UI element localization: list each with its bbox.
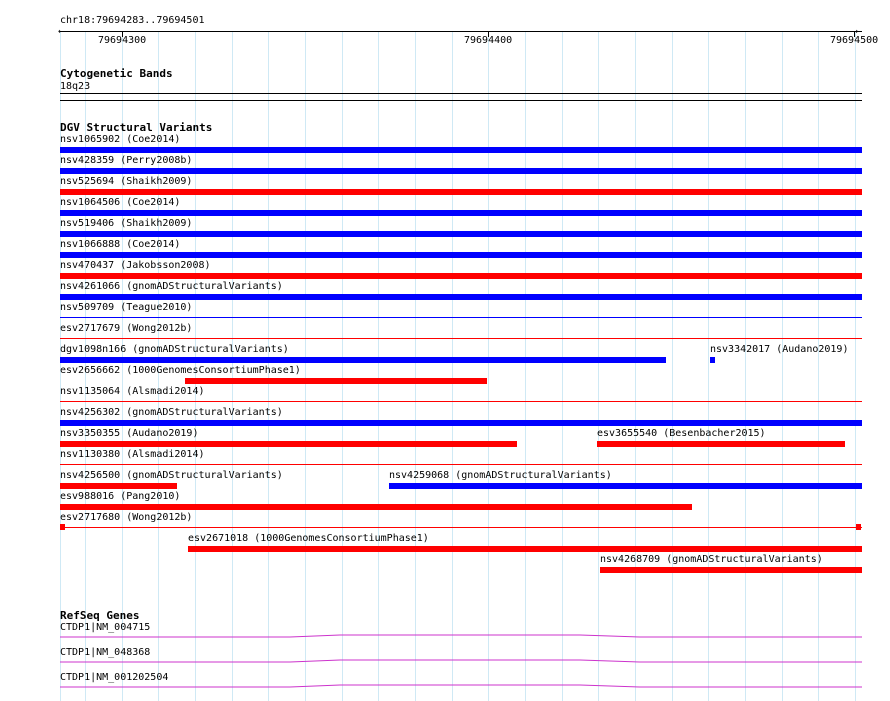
dgv-feature-label[interactable]: dgv1098n166 (gnomADStructuralVariants)	[60, 344, 289, 355]
dgv-feature-label[interactable]: nsv1130380 (Alsmadi2014)	[60, 449, 205, 460]
ruler-axis	[60, 31, 862, 32]
grid-line	[708, 32, 709, 701]
dgv-track-title: DGV Structural Variants	[60, 121, 213, 134]
dgv-feature-end-block[interactable]	[856, 524, 861, 530]
grid-line	[378, 32, 379, 701]
refseq-track-title: RefSeq Genes	[60, 609, 140, 622]
refseq-gene-model[interactable]	[60, 658, 862, 664]
dgv-feature-bar[interactable]	[188, 546, 862, 552]
dgv-feature-label[interactable]: esv988016 (Pang2010)	[60, 491, 181, 502]
dgv-feature-bar[interactable]	[60, 317, 862, 318]
ruler-tick-label: 79694500	[830, 35, 879, 46]
grid-line	[745, 32, 746, 701]
grid-line	[415, 32, 416, 701]
dgv-feature-bar[interactable]	[60, 147, 862, 153]
dgv-feature-label[interactable]: nsv1065902 (Coe2014)	[60, 134, 181, 145]
grid-line	[598, 32, 599, 701]
grid-line	[525, 32, 526, 701]
dgv-feature-label[interactable]: esv3655540 (Besenbacher2015)	[597, 428, 766, 439]
dgv-feature-bar[interactable]	[60, 273, 862, 279]
dgv-feature-label[interactable]: nsv525694 (Shaikh2009)	[60, 176, 193, 187]
grid-line	[342, 32, 343, 701]
ruler-tick-label: 79694300	[98, 35, 147, 46]
dgv-feature-bar[interactable]	[389, 483, 862, 489]
dgv-feature-bar[interactable]	[60, 189, 862, 195]
grid-line	[855, 32, 856, 701]
dgv-feature-bar[interactable]	[185, 378, 487, 384]
dgv-feature-label[interactable]: nsv428359 (Perry2008b)	[60, 155, 193, 166]
dgv-feature-bar[interactable]	[60, 294, 862, 300]
dgv-feature-label[interactable]: nsv1064506 (Coe2014)	[60, 197, 181, 208]
cytoband-border-bottom	[60, 100, 862, 101]
dgv-feature-bar[interactable]	[60, 168, 862, 174]
grid-line	[635, 32, 636, 701]
dgv-feature-bar[interactable]	[600, 567, 862, 573]
dgv-feature-bar[interactable]	[60, 441, 517, 447]
dgv-feature-label[interactable]: nsv4259068 (gnomADStructuralVariants)	[389, 470, 612, 481]
refseq-gene-model[interactable]	[60, 683, 862, 689]
dgv-feature-bar[interactable]	[60, 338, 862, 339]
dgv-feature-label[interactable]: esv2656662 (1000GenomesConsortiumPhase1)	[60, 365, 301, 376]
dgv-feature-label[interactable]: esv2671018 (1000GenomesConsortiumPhase1)	[188, 533, 429, 544]
dgv-feature-label[interactable]: nsv1135064 (Alsmadi2014)	[60, 386, 205, 397]
dgv-feature-bar[interactable]	[60, 420, 862, 426]
dgv-feature-label[interactable]: nsv470437 (Jakobsson2008)	[60, 260, 211, 271]
grid-line	[452, 32, 453, 701]
dgv-feature-bar[interactable]	[710, 357, 715, 363]
dgv-feature-label[interactable]: nsv4256500 (gnomADStructuralVariants)	[60, 470, 283, 481]
dgv-feature-end-block[interactable]	[60, 524, 65, 530]
scroll-right-arrow-icon[interactable]: →	[852, 26, 859, 37]
grid-line	[488, 32, 489, 701]
cytoband-label: 18q23	[60, 81, 91, 92]
refseq-gene-label[interactable]: CTDP1|NM_048368	[60, 647, 151, 658]
grid-line	[672, 32, 673, 701]
dgv-feature-bar[interactable]	[60, 231, 862, 237]
grid-line	[562, 32, 563, 701]
refseq-gene-label[interactable]: CTDP1|NM_004715	[60, 622, 151, 633]
dgv-feature-bar[interactable]	[60, 401, 862, 402]
dgv-feature-label[interactable]: nsv519406 (Shaikh2009)	[60, 218, 193, 229]
dgv-feature-label[interactable]: nsv1066888 (Coe2014)	[60, 239, 181, 250]
ruler-tick-label: 79694400	[464, 35, 513, 46]
dgv-feature-bar[interactable]	[60, 357, 666, 363]
cytoband-track-title: Cytogenetic Bands	[60, 67, 173, 80]
grid-line	[818, 32, 819, 701]
dgv-feature-label[interactable]: esv2717680 (Wong2012b)	[60, 512, 193, 523]
dgv-feature-label[interactable]: esv2717679 (Wong2012b)	[60, 323, 193, 334]
grid-line	[782, 32, 783, 701]
dgv-feature-bar[interactable]	[60, 210, 862, 216]
grid-line	[305, 32, 306, 701]
dgv-feature-bar[interactable]	[60, 483, 177, 489]
dgv-feature-label[interactable]: nsv4268709 (gnomADStructuralVariants)	[600, 554, 823, 565]
dgv-feature-bar[interactable]	[60, 252, 862, 258]
scroll-left-arrow-icon[interactable]: ←	[58, 26, 65, 37]
dgv-feature-bar[interactable]	[60, 527, 862, 528]
dgv-feature-bar[interactable]	[597, 441, 845, 447]
position-label: chr18:79694283..79694501	[60, 15, 205, 26]
dgv-feature-label[interactable]: nsv3350355 (Audano2019)	[60, 428, 199, 439]
dgv-feature-bar[interactable]	[60, 504, 692, 510]
dgv-feature-label[interactable]: nsv3342017 (Audano2019)	[710, 344, 849, 355]
refseq-gene-label[interactable]: CTDP1|NM_001202504	[60, 672, 169, 683]
dgv-feature-bar[interactable]	[60, 464, 862, 465]
dgv-feature-label[interactable]: nsv509709 (Teague2010)	[60, 302, 193, 313]
cytoband-border-top	[60, 93, 862, 94]
dgv-feature-label[interactable]: nsv4261066 (gnomADStructuralVariants)	[60, 281, 283, 292]
refseq-gene-model[interactable]	[60, 633, 862, 639]
dgv-feature-label[interactable]: nsv4256302 (gnomADStructuralVariants)	[60, 407, 283, 418]
